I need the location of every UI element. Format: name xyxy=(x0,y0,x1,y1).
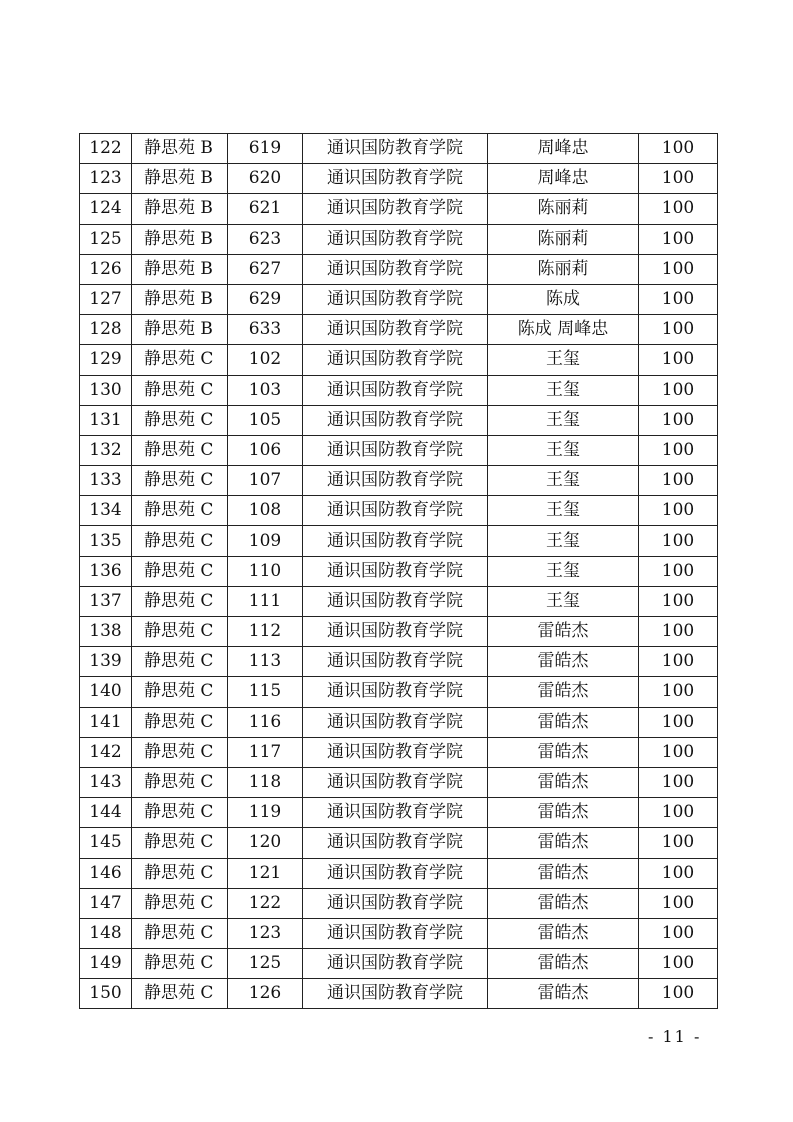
college-cell: 通识国防教育学院 xyxy=(303,647,488,677)
room-number-cell: 113 xyxy=(228,647,303,677)
college-cell: 通识国防教育学院 xyxy=(303,526,488,556)
score-cell: 100 xyxy=(639,466,718,496)
row-index-cell: 134 xyxy=(80,496,132,526)
counselor-cell: 王玺 xyxy=(488,526,639,556)
counselor-cell: 王玺 xyxy=(488,466,639,496)
table-row xyxy=(80,617,718,647)
score-cell: 100 xyxy=(639,647,718,677)
row-index-cell: 127 xyxy=(80,284,132,314)
score-cell: 100 xyxy=(639,617,718,647)
table-row xyxy=(80,405,718,435)
building-cell: 静思苑 C xyxy=(132,345,228,375)
counselor-cell: 雷皓杰 xyxy=(488,828,639,858)
college-cell: 通识国防教育学院 xyxy=(303,767,488,797)
score-cell: 100 xyxy=(639,315,718,345)
score-cell: 100 xyxy=(639,949,718,979)
row-index-cell: 143 xyxy=(80,767,132,797)
college-cell: 通识国防教育学院 xyxy=(303,918,488,948)
score-cell: 100 xyxy=(639,284,718,314)
row-index-cell: 147 xyxy=(80,888,132,918)
score-cell: 100 xyxy=(639,435,718,465)
table-row xyxy=(80,677,718,707)
row-index-cell: 131 xyxy=(80,405,132,435)
room-number-cell: 109 xyxy=(228,526,303,556)
row-index-cell: 130 xyxy=(80,375,132,405)
table-row xyxy=(80,466,718,496)
room-number-cell: 103 xyxy=(228,375,303,405)
counselor-cell: 王玺 xyxy=(488,375,639,405)
building-cell: 静思苑 C xyxy=(132,979,228,1009)
counselor-cell: 雷皓杰 xyxy=(488,979,639,1009)
college-cell: 通识国防教育学院 xyxy=(303,375,488,405)
score-cell: 100 xyxy=(639,194,718,224)
table-row xyxy=(80,888,718,918)
score-cell: 100 xyxy=(639,526,718,556)
score-cell: 100 xyxy=(639,405,718,435)
building-cell: 静思苑 C xyxy=(132,828,228,858)
row-index-cell: 137 xyxy=(80,586,132,616)
table-row xyxy=(80,224,718,254)
building-cell: 静思苑 C xyxy=(132,435,228,465)
room-number-cell: 121 xyxy=(228,858,303,888)
room-number-cell: 111 xyxy=(228,586,303,616)
score-cell: 100 xyxy=(639,737,718,767)
counselor-cell: 陈丽莉 xyxy=(488,254,639,284)
college-cell: 通识国防教育学院 xyxy=(303,828,488,858)
room-number-cell: 110 xyxy=(228,556,303,586)
building-cell: 静思苑 C xyxy=(132,647,228,677)
room-number-cell: 112 xyxy=(228,617,303,647)
room-number-cell: 125 xyxy=(228,949,303,979)
college-cell: 通识国防教育学院 xyxy=(303,194,488,224)
table-row xyxy=(80,828,718,858)
row-index-cell: 139 xyxy=(80,647,132,677)
counselor-cell: 雷皓杰 xyxy=(488,647,639,677)
building-cell: 静思苑 C xyxy=(132,858,228,888)
college-cell: 通识国防教育学院 xyxy=(303,496,488,526)
counselor-cell: 王玺 xyxy=(488,345,639,375)
score-cell: 100 xyxy=(639,254,718,284)
score-cell: 100 xyxy=(639,767,718,797)
counselor-cell: 雷皓杰 xyxy=(488,767,639,797)
counselor-cell: 陈丽莉 xyxy=(488,194,639,224)
row-index-cell: 141 xyxy=(80,707,132,737)
room-number-cell: 633 xyxy=(228,315,303,345)
table-row xyxy=(80,647,718,677)
room-number-cell: 116 xyxy=(228,707,303,737)
building-cell: 静思苑 C xyxy=(132,556,228,586)
room-number-cell: 629 xyxy=(228,284,303,314)
counselor-cell: 雷皓杰 xyxy=(488,858,639,888)
counselor-cell: 陈丽莉 xyxy=(488,224,639,254)
building-cell: 静思苑 C xyxy=(132,798,228,828)
score-cell: 100 xyxy=(639,677,718,707)
building-cell: 静思苑 B xyxy=(132,315,228,345)
row-index-cell: 122 xyxy=(80,134,132,164)
counselor-cell: 雷皓杰 xyxy=(488,918,639,948)
score-cell: 100 xyxy=(639,979,718,1009)
building-cell: 静思苑 C xyxy=(132,466,228,496)
row-index-cell: 125 xyxy=(80,224,132,254)
row-index-cell: 128 xyxy=(80,315,132,345)
table-row xyxy=(80,707,718,737)
table-body xyxy=(80,134,718,1009)
building-cell: 静思苑 C xyxy=(132,949,228,979)
room-number-cell: 126 xyxy=(228,979,303,1009)
score-cell: 100 xyxy=(639,164,718,194)
table-row xyxy=(80,496,718,526)
room-number-cell: 115 xyxy=(228,677,303,707)
building-cell: 静思苑 C xyxy=(132,767,228,797)
table-row xyxy=(80,979,718,1009)
room-number-cell: 123 xyxy=(228,918,303,948)
building-cell: 静思苑 C xyxy=(132,586,228,616)
college-cell: 通识国防教育学院 xyxy=(303,556,488,586)
row-index-cell: 123 xyxy=(80,164,132,194)
table-row xyxy=(80,737,718,767)
building-cell: 静思苑 C xyxy=(132,707,228,737)
college-cell: 通识国防教育学院 xyxy=(303,315,488,345)
counselor-cell: 王玺 xyxy=(488,435,639,465)
score-cell: 100 xyxy=(639,375,718,405)
counselor-cell: 雷皓杰 xyxy=(488,949,639,979)
score-cell: 100 xyxy=(639,586,718,616)
table-row xyxy=(80,949,718,979)
table-row xyxy=(80,858,718,888)
row-index-cell: 132 xyxy=(80,435,132,465)
counselor-cell: 王玺 xyxy=(488,496,639,526)
building-cell: 静思苑 B xyxy=(132,134,228,164)
row-index-cell: 150 xyxy=(80,979,132,1009)
college-cell: 通识国防教育学院 xyxy=(303,164,488,194)
counselor-cell: 雷皓杰 xyxy=(488,617,639,647)
table-row xyxy=(80,134,718,164)
score-cell: 100 xyxy=(639,134,718,164)
room-number-cell: 120 xyxy=(228,828,303,858)
table-row xyxy=(80,556,718,586)
college-cell: 通识国防教育学院 xyxy=(303,798,488,828)
table-row xyxy=(80,194,718,224)
college-cell: 通识国防教育学院 xyxy=(303,254,488,284)
row-index-cell: 145 xyxy=(80,828,132,858)
building-cell: 静思苑 C xyxy=(132,677,228,707)
college-cell: 通识国防教育学院 xyxy=(303,707,488,737)
table-row xyxy=(80,798,718,828)
college-cell: 通识国防教育学院 xyxy=(303,586,488,616)
college-cell: 通识国防教育学院 xyxy=(303,617,488,647)
college-cell: 通识国防教育学院 xyxy=(303,435,488,465)
table-row xyxy=(80,345,718,375)
dorm-inspection-table xyxy=(79,133,718,1009)
room-number-cell: 118 xyxy=(228,767,303,797)
room-number-cell: 122 xyxy=(228,888,303,918)
score-cell: 100 xyxy=(639,858,718,888)
counselor-cell: 王玺 xyxy=(488,556,639,586)
building-cell: 静思苑 B xyxy=(132,164,228,194)
counselor-cell: 周峰忠 xyxy=(488,134,639,164)
counselor-cell: 王玺 xyxy=(488,586,639,616)
row-index-cell: 136 xyxy=(80,556,132,586)
college-cell: 通识国防教育学院 xyxy=(303,284,488,314)
row-index-cell: 149 xyxy=(80,949,132,979)
table-row xyxy=(80,586,718,616)
row-index-cell: 138 xyxy=(80,617,132,647)
building-cell: 静思苑 B xyxy=(132,254,228,284)
counselor-cell: 雷皓杰 xyxy=(488,707,639,737)
table-row xyxy=(80,918,718,948)
college-cell: 通识国防教育学院 xyxy=(303,466,488,496)
counselor-cell: 周峰忠 xyxy=(488,164,639,194)
table-row xyxy=(80,315,718,345)
table-row xyxy=(80,164,718,194)
score-cell: 100 xyxy=(639,345,718,375)
building-cell: 静思苑 C xyxy=(132,375,228,405)
college-cell: 通识国防教育学院 xyxy=(303,949,488,979)
room-number-cell: 108 xyxy=(228,496,303,526)
counselor-cell: 雷皓杰 xyxy=(488,677,639,707)
score-cell: 100 xyxy=(639,828,718,858)
building-cell: 静思苑 C xyxy=(132,617,228,647)
college-cell: 通识国防教育学院 xyxy=(303,677,488,707)
college-cell: 通识国防教育学院 xyxy=(303,134,488,164)
building-cell: 静思苑 C xyxy=(132,405,228,435)
score-cell: 100 xyxy=(639,556,718,586)
row-index-cell: 126 xyxy=(80,254,132,284)
college-cell: 通识国防教育学院 xyxy=(303,858,488,888)
building-cell: 静思苑 C xyxy=(132,496,228,526)
building-cell: 静思苑 C xyxy=(132,888,228,918)
row-index-cell: 148 xyxy=(80,918,132,948)
counselor-cell: 雷皓杰 xyxy=(488,888,639,918)
table-row xyxy=(80,526,718,556)
building-cell: 静思苑 C xyxy=(132,918,228,948)
building-cell: 静思苑 B xyxy=(132,224,228,254)
row-index-cell: 144 xyxy=(80,798,132,828)
row-index-cell: 142 xyxy=(80,737,132,767)
room-number-cell: 620 xyxy=(228,164,303,194)
score-cell: 100 xyxy=(639,918,718,948)
row-index-cell: 140 xyxy=(80,677,132,707)
building-cell: 静思苑 C xyxy=(132,526,228,556)
room-number-cell: 623 xyxy=(228,224,303,254)
counselor-cell: 陈成 周峰忠 xyxy=(488,315,639,345)
table-row xyxy=(80,375,718,405)
table-row xyxy=(80,254,718,284)
row-index-cell: 129 xyxy=(80,345,132,375)
college-cell: 通识国防教育学院 xyxy=(303,979,488,1009)
table-row xyxy=(80,435,718,465)
room-number-cell: 106 xyxy=(228,435,303,465)
room-number-cell: 102 xyxy=(228,345,303,375)
room-number-cell: 621 xyxy=(228,194,303,224)
row-index-cell: 146 xyxy=(80,858,132,888)
college-cell: 通识国防教育学院 xyxy=(303,345,488,375)
room-number-cell: 119 xyxy=(228,798,303,828)
room-number-cell: 619 xyxy=(228,134,303,164)
building-cell: 静思苑 C xyxy=(132,737,228,767)
counselor-cell: 雷皓杰 xyxy=(488,798,639,828)
row-index-cell: 135 xyxy=(80,526,132,556)
row-index-cell: 124 xyxy=(80,194,132,224)
page-number: - 11 - xyxy=(648,1027,702,1046)
counselor-cell: 陈成 xyxy=(488,284,639,314)
college-cell: 通识国防教育学院 xyxy=(303,224,488,254)
room-number-cell: 105 xyxy=(228,405,303,435)
college-cell: 通识国防教育学院 xyxy=(303,737,488,767)
score-cell: 100 xyxy=(639,888,718,918)
score-cell: 100 xyxy=(639,707,718,737)
score-cell: 100 xyxy=(639,496,718,526)
room-number-cell: 117 xyxy=(228,737,303,767)
table-row xyxy=(80,767,718,797)
counselor-cell: 雷皓杰 xyxy=(488,737,639,767)
row-index-cell: 133 xyxy=(80,466,132,496)
counselor-cell: 王玺 xyxy=(488,405,639,435)
table-row xyxy=(80,284,718,314)
building-cell: 静思苑 B xyxy=(132,284,228,314)
room-number-cell: 107 xyxy=(228,466,303,496)
building-cell: 静思苑 B xyxy=(132,194,228,224)
score-cell: 100 xyxy=(639,224,718,254)
room-number-cell: 627 xyxy=(228,254,303,284)
score-cell: 100 xyxy=(639,798,718,828)
college-cell: 通识国防教育学院 xyxy=(303,888,488,918)
college-cell: 通识国防教育学院 xyxy=(303,405,488,435)
